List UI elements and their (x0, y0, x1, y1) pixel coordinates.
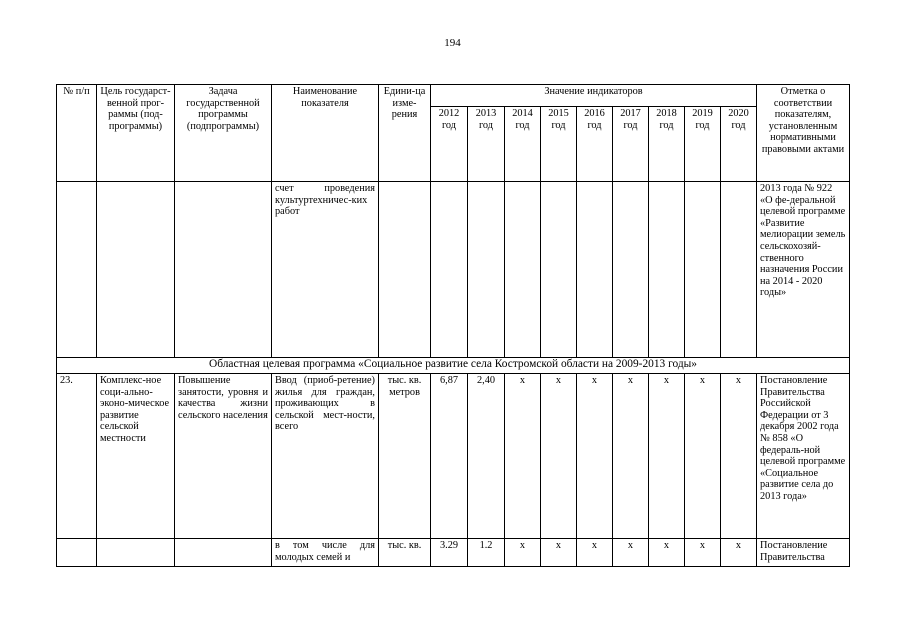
table-row (57, 539, 850, 567)
row-indicator: Ввод (приоб-ретение) жилья для граждан, проживающих в сельской мест-ности, всего (272, 374, 379, 539)
header-row (57, 85, 850, 107)
value-cell: x (577, 539, 613, 567)
cell-empty (468, 182, 505, 358)
row-number: 23. (57, 374, 97, 539)
cell-empty (175, 182, 272, 358)
cell-empty (57, 182, 97, 358)
row-indicator: в том числе для молодых семей и (272, 539, 379, 567)
value-cell: x (505, 374, 541, 539)
value-cell: x (613, 539, 649, 567)
continuation-note: 2013 года № 922 «О фе-деральной целевой программе «Развитие мелиорации земель сельскохозяй-ственного назначения России на 2014 - 2020 годы» (757, 182, 850, 358)
value-cell: x (649, 374, 685, 539)
cell-empty (97, 539, 175, 567)
cell-empty (541, 182, 577, 358)
year-header: 2012 год (431, 107, 468, 182)
cell-empty (57, 539, 97, 567)
value-cell: x (505, 539, 541, 567)
value-cell: x (577, 374, 613, 539)
cell-empty (175, 539, 272, 567)
year-header: 2013 год (468, 107, 505, 182)
header-task: Задача государственной программы (подпрограммы) (175, 85, 272, 182)
row-unit: тыс. кв. метров (379, 374, 431, 539)
cell-empty (431, 182, 468, 358)
header-unit: Едини-ца изме-рения (379, 85, 431, 182)
year-header: 2018 год (649, 107, 685, 182)
cell-empty (505, 182, 541, 358)
section-row (57, 358, 850, 374)
year-header: 2019 год (685, 107, 721, 182)
value-cell: x (685, 539, 721, 567)
value-cell: x (685, 374, 721, 539)
value-cell: x (721, 374, 757, 539)
indicators-table (56, 84, 850, 567)
cell-empty (613, 182, 649, 358)
page-number: 194 (444, 37, 461, 49)
cell-empty (649, 182, 685, 358)
year-header: 2014 год (505, 107, 541, 182)
value-cell: 1.2 (468, 539, 505, 567)
row-note: Постановление Правительства Российской Федерации от 3 декабря 2002 года № 858 «О федераль-ной целевой программе «Социальное развитие села до 2013 года» (757, 374, 850, 539)
row-task: Повышение занятости, уровня и качества жизни сельского населения (175, 374, 272, 539)
cell-empty (685, 182, 721, 358)
table-row (57, 182, 850, 358)
cell-empty (721, 182, 757, 358)
header-goal: Цель государст-венной прог-раммы (под-программы) (97, 85, 175, 182)
value-cell: x (541, 374, 577, 539)
table-row (57, 374, 850, 539)
continuation-indicator: счет проведения культуртехничес-ких работ (272, 182, 379, 358)
value-cell: x (721, 539, 757, 567)
row-unit: тыс. кв. (379, 539, 431, 567)
value-cell: 2,40 (468, 374, 505, 539)
value-cell: 3.29 (431, 539, 468, 567)
year-header: 2016 год (577, 107, 613, 182)
cell-empty (379, 182, 431, 358)
header-no: № п/п (57, 85, 97, 182)
year-header: 2015 год (541, 107, 577, 182)
value-cell: x (541, 539, 577, 567)
row-goal: Комплекс-ное соци-ально-эконо-мическое развитие сельской местности (97, 374, 175, 539)
section-title: Областная целевая программа «Социальное развитие села Костромской области на 2009-2013 годы» (57, 358, 850, 374)
header-indicator: Наименование показателя (272, 85, 379, 182)
cell-empty (97, 182, 175, 358)
header-values: Значение индикаторов (431, 85, 757, 107)
header-note: Отметка о соответствии показателям, установленным нормативными правовыми актами (757, 85, 850, 182)
year-header: 2020 год (721, 107, 757, 182)
value-cell: x (649, 539, 685, 567)
value-cell: 6,87 (431, 374, 468, 539)
row-note: Постановление Правительства (757, 539, 850, 567)
year-header: 2017 год (613, 107, 649, 182)
cell-empty (577, 182, 613, 358)
value-cell: x (613, 374, 649, 539)
